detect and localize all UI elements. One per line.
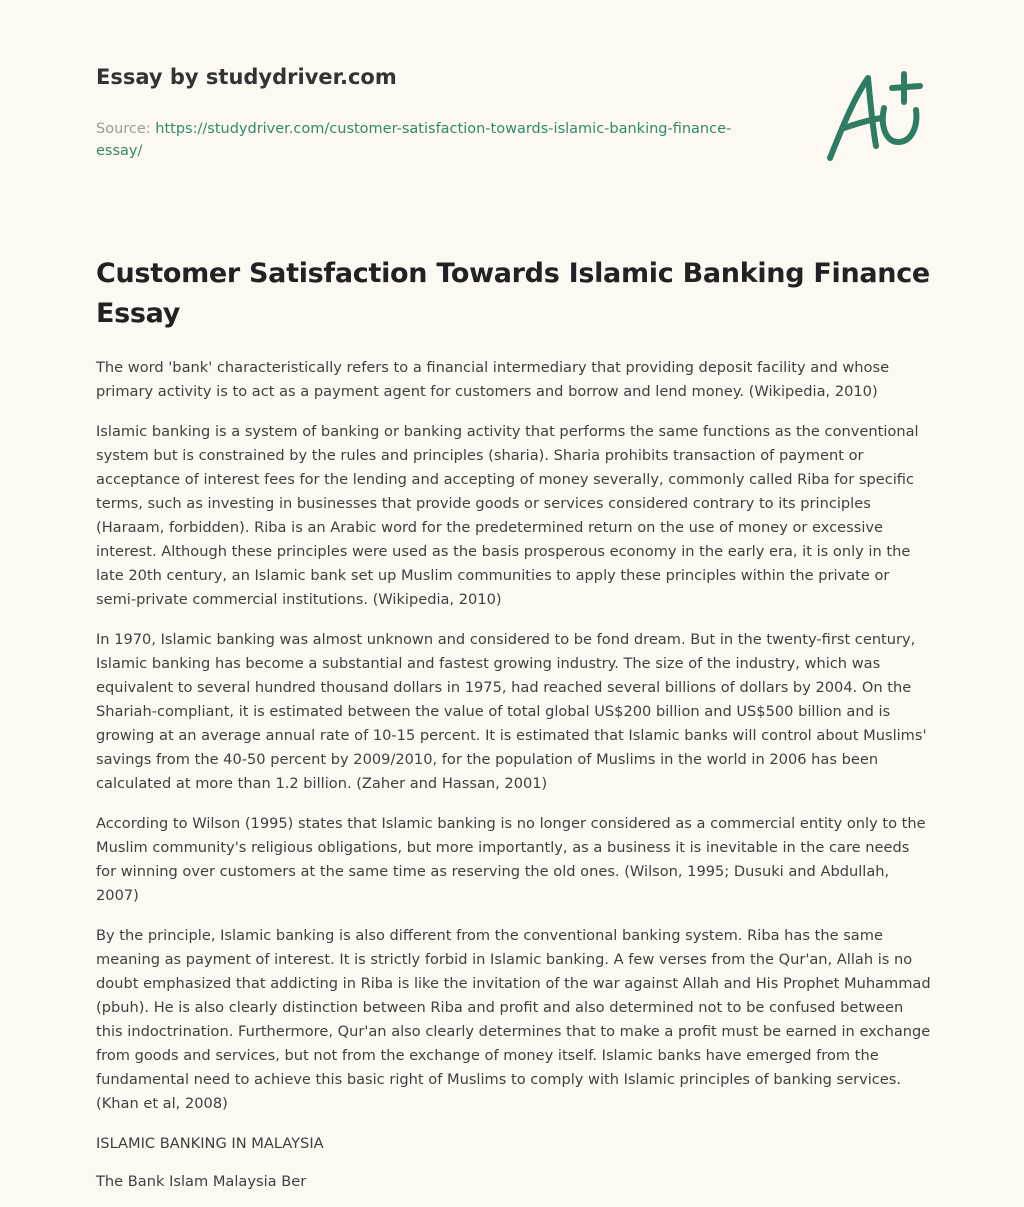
article-title: Customer Satisfaction Towards Islamic Banking Finance Essay [96, 258, 930, 329]
source-link[interactable] [96, 121, 731, 159]
paragraph-2: Islamic banking is a system of banking or banking activity that performs the same functions as the conventional system but is constrained by the rules and principles (sharia). Sharia prohibits transaction of payment or acceptance of interest fees for the lending and accepting of money severally, commonly called Riba for specific terms, such as investing in businesses that provide goods or services considered contrary to its principles (Haraam, forbidden). Riba is an Arabic word for the predetermined return on the use of money or excessive interest. Although these principles were used as the basis prosperous economy in the early era, it is only in the late 20th century, an Islamic bank set up Muslim communities to apply these principles within the private or semi-private commercial institutions. (Wikipedia, 2010) [96, 423, 919, 608]
paragraph-3: In 1970, Islamic banking was almost unknown and considered to be fond dream. But in the twenty-first century, Islamic banking has become a substantial and fastest growing industry. The size of the industry, which was equivalent to several hundred thousand dollars in 1975, had reached several billions of dollars by 2004. On the Shariah-compliant, it is estimated between the value of total global US$200 billion and US$500 billion and is growing at an average annual rate of 10-15 percent. It is estimated that Islamic banks will control about Muslims' savings from the 40-50 percent by 2009/2010, for the population of Muslims in the world in 2006 has been calculated at more than 1.2 billion. (Zaher and Hassan, 2001) [96, 631, 927, 792]
paragraph-4: According to Wilson (1995) states that Islamic banking is no longer considered as a commercial entity only to the Muslim community's religious obligations, but more importantly, as a business it is inevitable in the care needs for winning over customers at the same time as reserving the old ones. (Wilson, 1995; Dusuki and Abdullah, 2007) [96, 815, 926, 904]
truncated-paragraph: The Bank Islam Malaysia Ber [96, 1173, 307, 1190]
source-line [96, 118, 776, 162]
paragraph-1: The word 'bank' characteristically refers to a financial intermediary that providing deposit facility and whose primary activity is to act as a payment agent for customers and borrow and lend money. (Wikipedia, 2010) [96, 359, 890, 400]
a-plus-logo-icon [820, 68, 930, 168]
article [96, 254, 932, 1207]
section-heading: ISLAMIC BANKING IN MALAYSIA [96, 1135, 324, 1152]
brand-title: Essay by studydriver.com [96, 65, 397, 89]
page-header [96, 62, 776, 162]
source-label: Source: [96, 121, 151, 137]
source-link-line-1: https://studydriver.com/customer-satisfaction-towards-islamic-banking-finance- [155, 121, 732, 137]
paragraph-5: By the principle, Islamic banking is also different from the conventional banking system. Riba has the same meaning as payment of interest. It is strictly forbid in Islamic banking. A few verses from the Qur'an, Allah is no doubt emphasized that addicting in Riba is like the invitation of the war against Allah and His Prophet Muhammad (pbuh). He is also clearly distinction between Riba and profit and also determined not to be confused between this indoctrination. Furthermore, Qur'an also clearly determines that to make a profit must be earned in exchange from goods and services, but not from the exchange of money itself. Islamic banks have emerged from the fundamental need to achieve this basic right of Muslims to comply with Islamic principles of banking services. (Khan et al, 2008) [96, 927, 931, 1112]
source-link-line-2: essay/ [96, 143, 143, 159]
